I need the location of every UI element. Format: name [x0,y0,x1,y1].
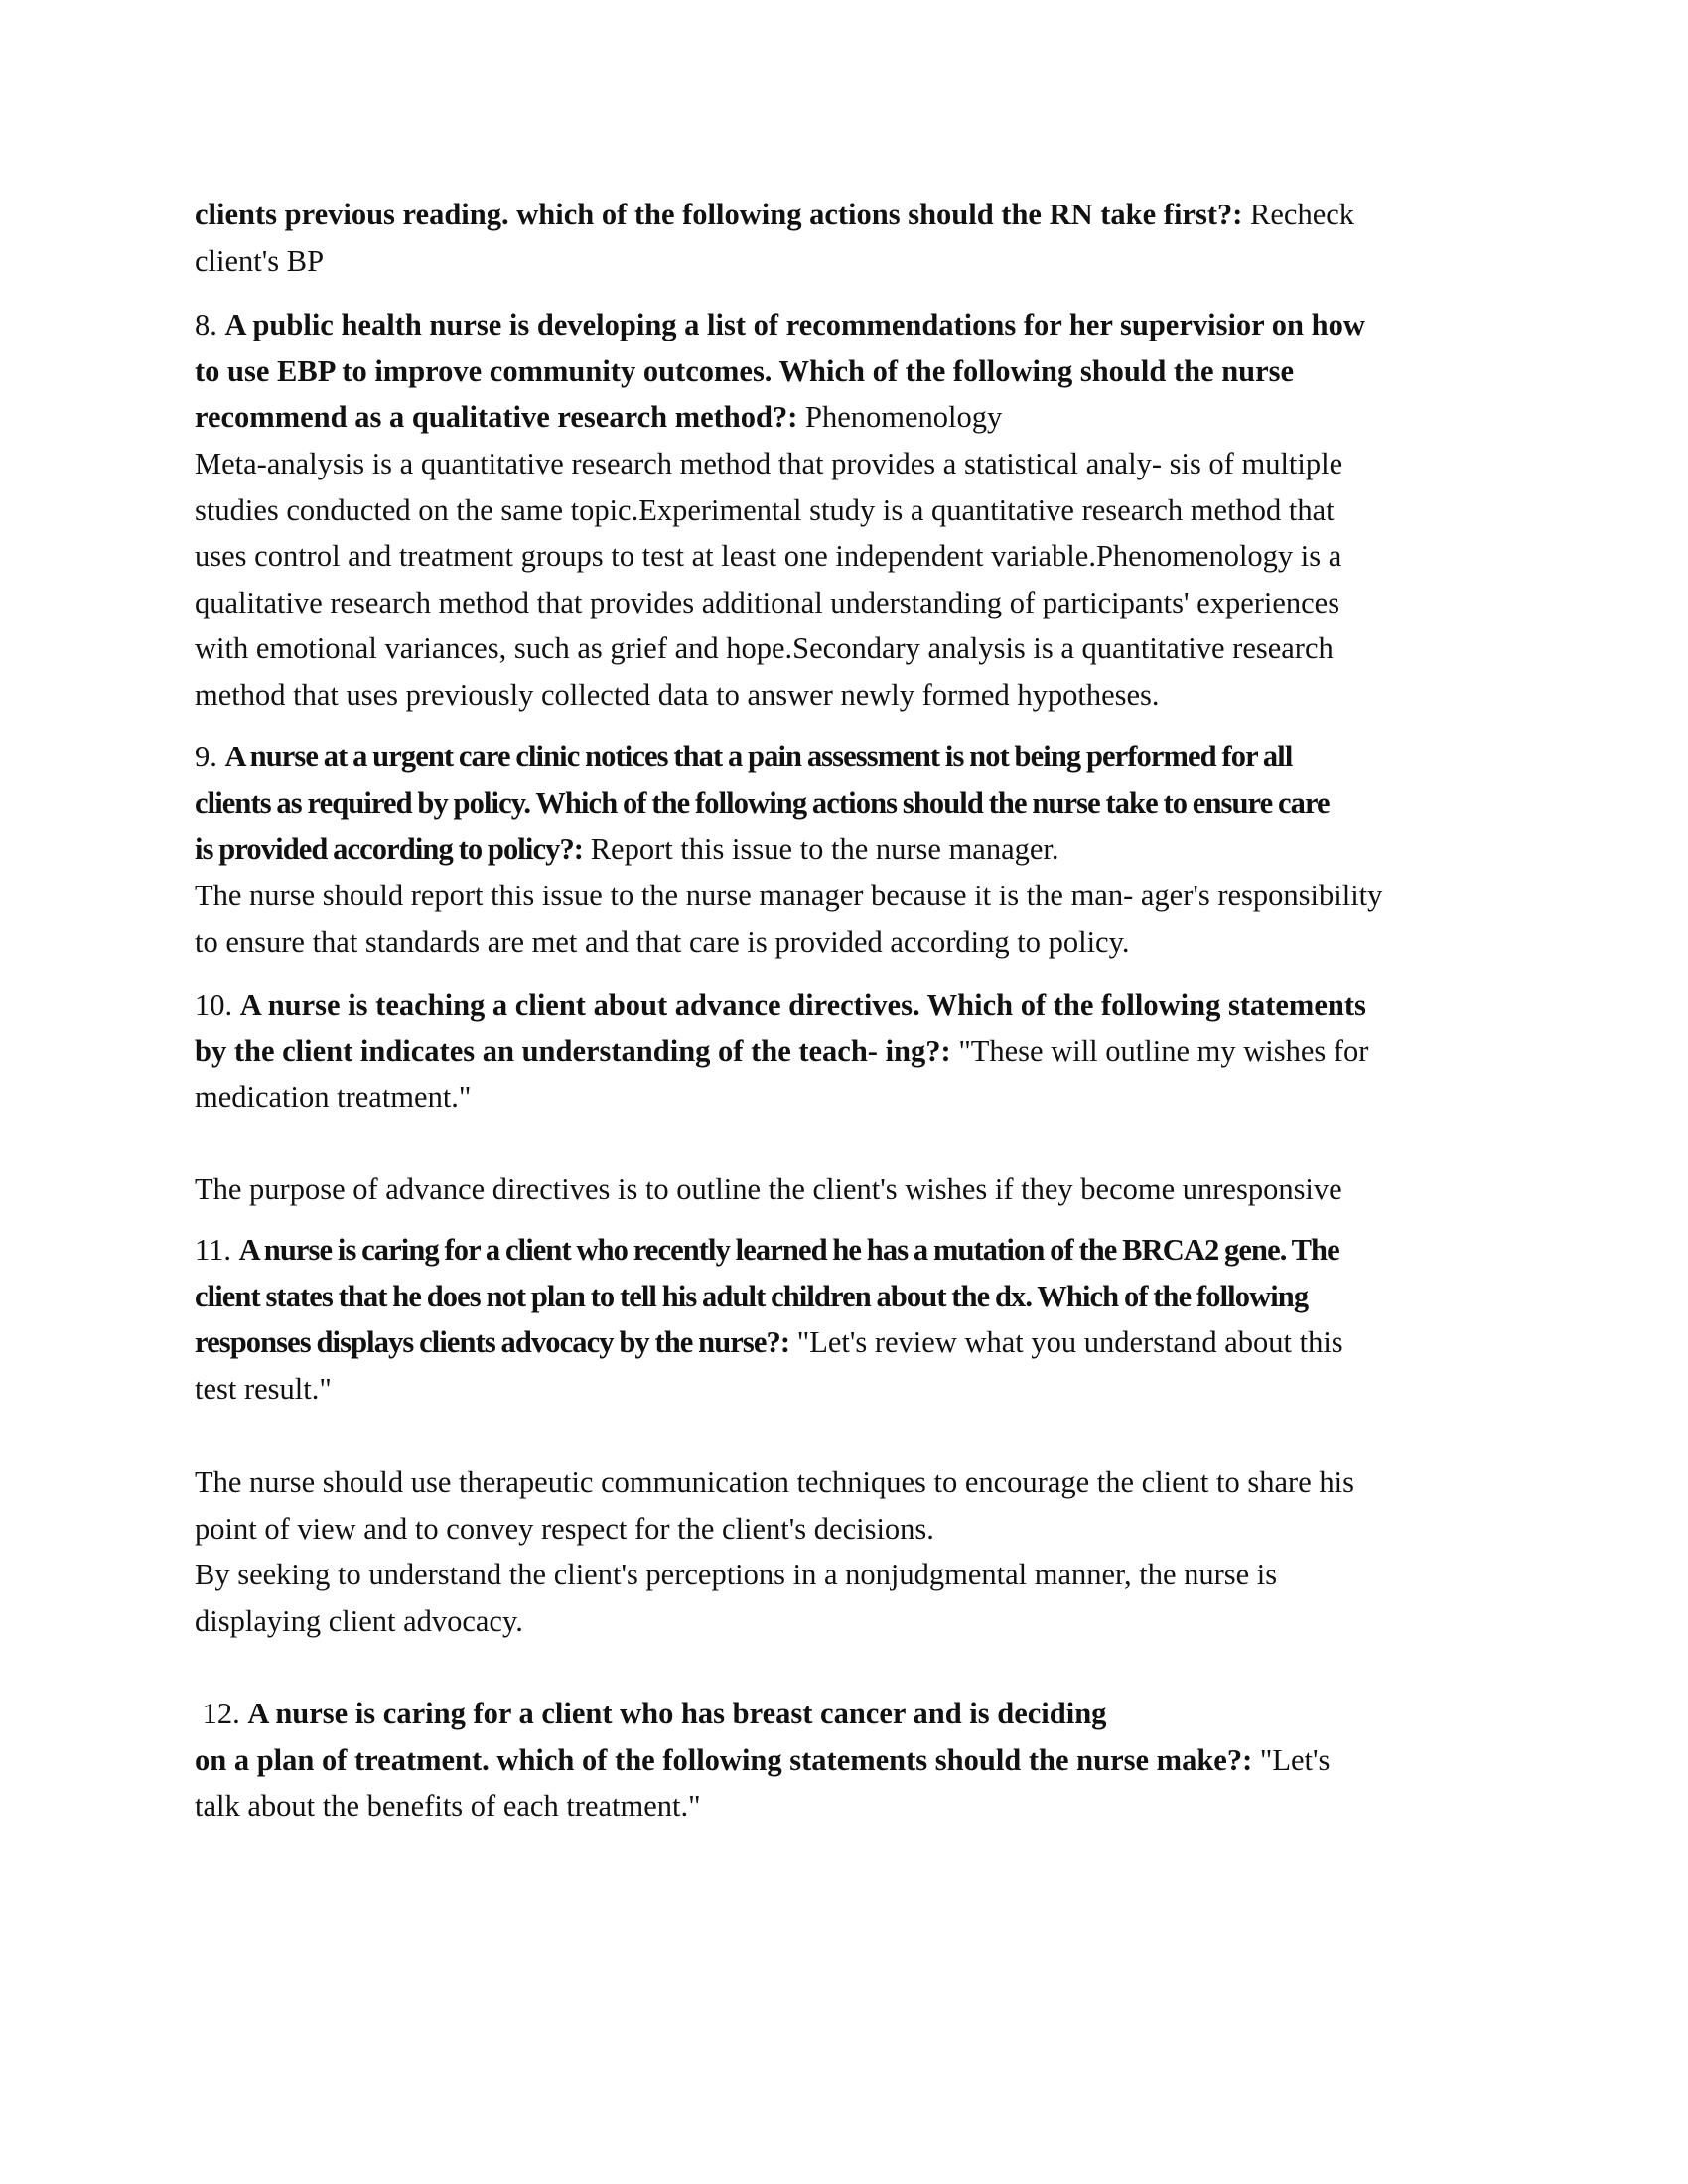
answer-text: Recheck client's BP [195,198,1355,278]
question-text: A public health nurse is developing a list of recommendations for her supervisior on how to use EBP to improve community outcomes. Which of the following should the nurse recommend as a qualitative research method?: [195,308,1365,434]
question-text: A nurse is caring for a client who recently learned he has a mutation of the BRCA2 gene. The client states that he does not plan to tell his adult children about the dx. Which of the following responses displays clients advocacy by the nurse?: [195,1233,1339,1359]
question-8-explanation: Meta-analysis is a quantitative research method that provides a statistical analy- sis of multiple studies conducted on the same topic.Experimental study is a quantitative research method that uses control and treatment groups to test at least one independent variable.Phenomenology is a qualitative research method that provides additional understanding of participants' experiences with emotional variances, such as grief and hope.Secondary analysis is a quantitative research method that uses previously collected data to answer newly formed hypotheses. [195,447,1343,712]
question-7-continuation [195,192,1605,284]
answer-text: "These will outline my wishes for medication treatment." [195,1033,1369,1114]
question-number: 10. [195,988,240,1022]
question-10-explanation: The purpose of advance directives is to outline the client's wishes if they become unresponsive [195,1172,1342,1206]
question-text: clients previous reading. which of the following actions should the RN take first?: [195,198,1243,231]
question-text: A nurse is teaching a client about advance directives. Which of the following statements by the client indicates an understanding of the teach- ing?: [195,988,1366,1068]
question-text: A nurse at a urgent care clinic notices that a pain assessment is not being performed for all clients as required by policy. Which of the following actions should the nurse take to ensure care is provided according to policy?: [195,740,1330,866]
question-9 [195,734,1605,873]
question-11-explanation-2: By seeking to understand the client's perceptions in a nonjudgmental manner, the nurse is displaying client advocacy. [195,1558,1278,1638]
question-number: 9. [195,740,225,773]
answer-text: Report this issue to the nurse manager. [583,832,1059,866]
question-number: 12. [195,1697,248,1730]
question-8 [195,302,1605,441]
answer-text: "Let's talk about the benefits of each treatment." [195,1742,1331,1823]
question-9-explanation: The nurse should report this issue to the nurse manager because it is the man- ager's responsibility to ensure that standards are met and that care is provided according to policy. [195,879,1383,959]
question-number: 11. [195,1233,239,1267]
answer-text: "Let's review what you understand about this test result." [195,1325,1343,1406]
question-text: A nurse is caring for a client who has breast cancer and is deciding on a plan of treatment. which of the following statements should the nurse make?: [195,1697,1253,1777]
answer-text: Phenomenology [797,400,1003,434]
question-12 [195,1691,1605,1830]
question-11 [195,1227,1605,1412]
question-number: 8. [195,308,225,341]
question-11-explanation: The nurse should use therapeutic communication techniques to encourage the client to share his point of view and to convey respect for the client's decisions. [195,1465,1354,1546]
question-10 [195,982,1605,1121]
